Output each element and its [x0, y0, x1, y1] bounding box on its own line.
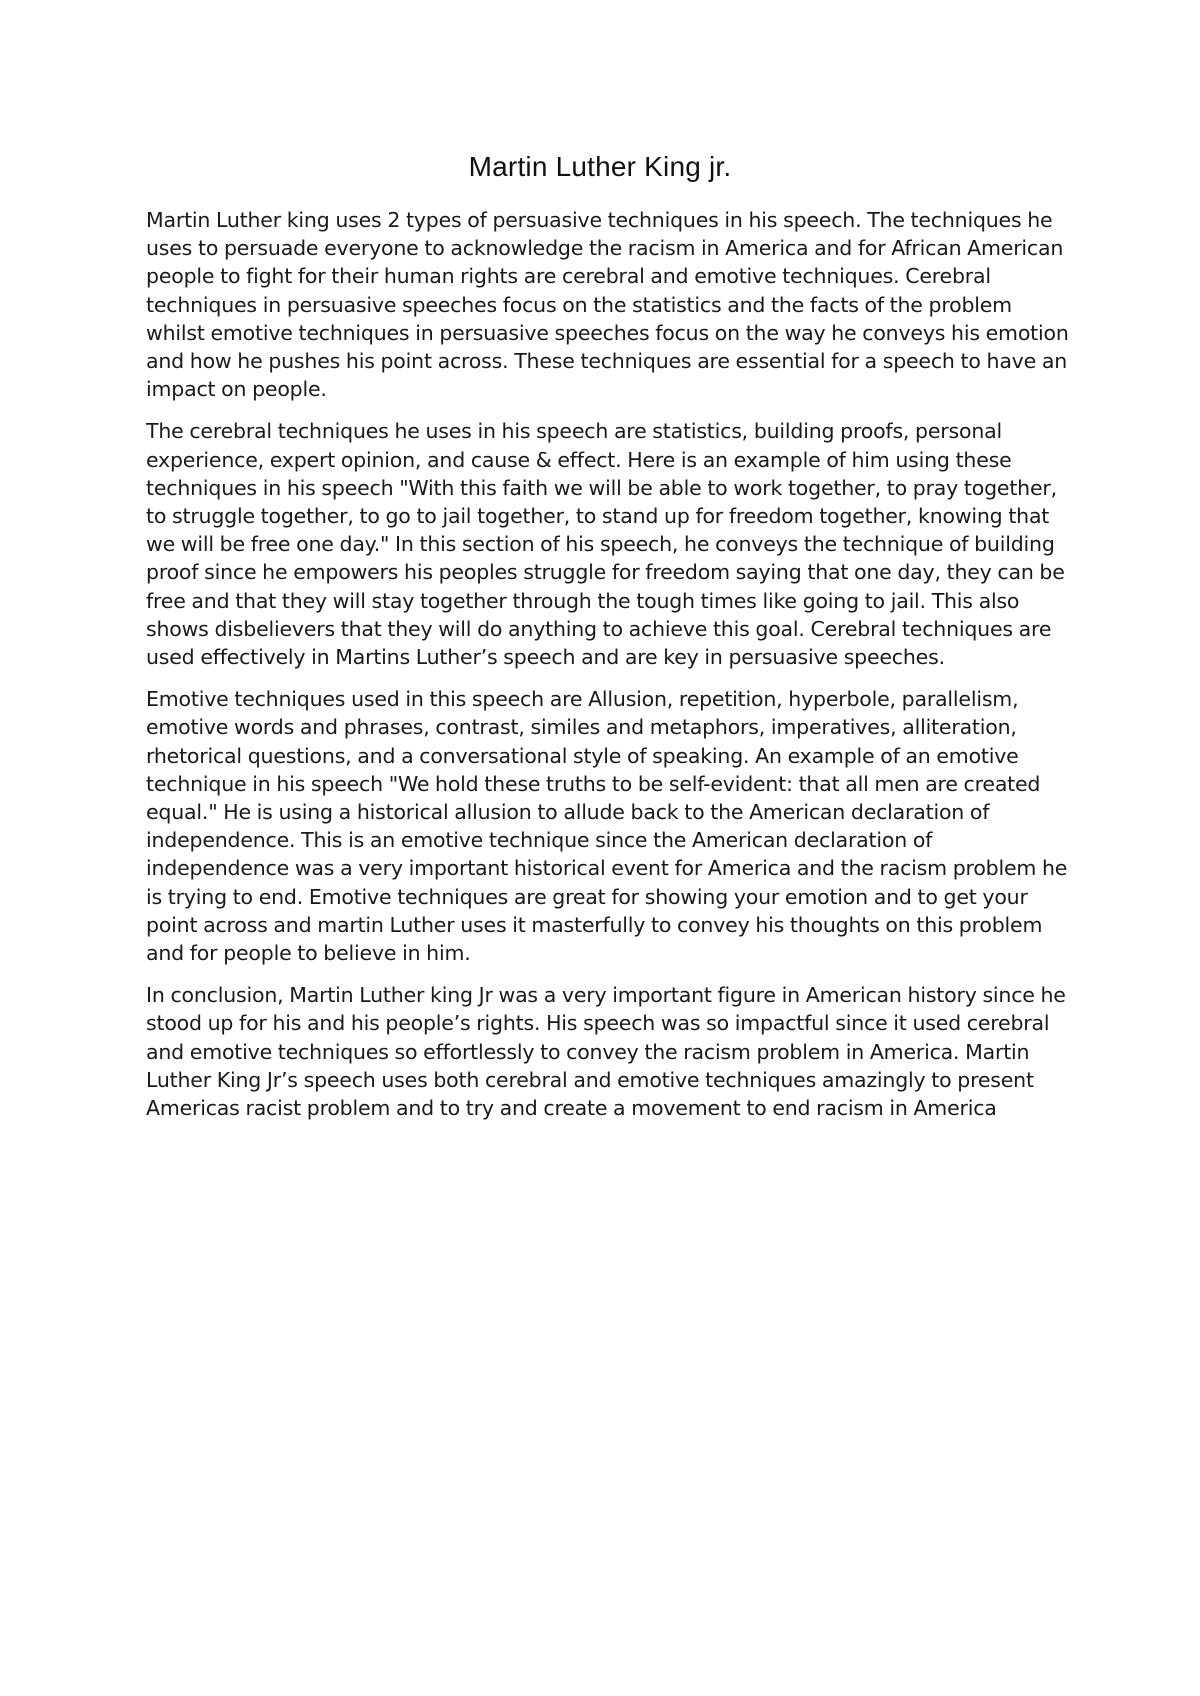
- paragraph-cerebral-techniques: The cerebral techniques he uses in his speech are statistics, building proofs, personal experience, expert opinion, and cause & effect. Here is an example of him using these techniques in his speech "With this faith we will be able to work together, to pray together, to struggle together, to go to jail together, to stand up for freedom together, knowing that we will be free one day." In this section of his speech, he conveys the technique of building proof since he empowers his peoples struggle for freedom saying that one day, they can be free and that they will stay together through the tough times like going to jail. This also shows disbelievers that they will do anything to achieve this goal. Cerebral techniques are used effectively in Martins Luther’s speech and are key in persuasive speeches.: [146, 419, 1065, 670]
- document-title: Martin Luther King jr.: [468, 151, 732, 182]
- paragraph-emotive-techniques: Emotive techniques used in this speech are Allusion, repetition, hyperbole, parallelism, emotive words and phrases, contrast, similes and metaphors, imperatives, alliteration, rhetorical questions, and a conversational style of speaking. An example of an emotive technique in his speech "We hold these truths to be self-evident: that all men are created equal." He is using a historical allusion to allude back to the American declaration of independence. This is an emotive technique since the American declaration of independence was a very important historical event for America and the racism problem he is trying to end. Emotive techniques are great for showing your emotion and to get your point across and martin Luther uses it masterfully to convey his thoughts on this problem and for people to believe in him.: [146, 687, 1068, 966]
- document-body: [146, 206, 1071, 1136]
- paragraph-introduction: Martin Luther king uses 2 types of persuasive techniques in his speech. The techniques he uses to persuade everyone to acknowledge the racism in America and for African American people to fight for their human rights are cerebral and emotive techniques. Cerebral techniques in persuasive speeches focus on the statistics and the facts of the problem whilst emotive techniques in persuasive speeches focus on the way he conveys his emotion and how he pushes his point across. These techniques are essential for a speech to have an impact on people.: [146, 208, 1069, 402]
- paragraph-conclusion: In conclusion, Martin Luther king Jr was a very important figure in American history since he stood up for his and his people’s rights. His speech was so impactful since it used cerebral and emotive techniques so effortlessly to convey the racism problem in America. Martin Luther King Jr’s speech uses both cerebral and emotive techniques amazingly to present Americas racist problem and to try and create a movement to end racism in America: [146, 983, 1066, 1121]
